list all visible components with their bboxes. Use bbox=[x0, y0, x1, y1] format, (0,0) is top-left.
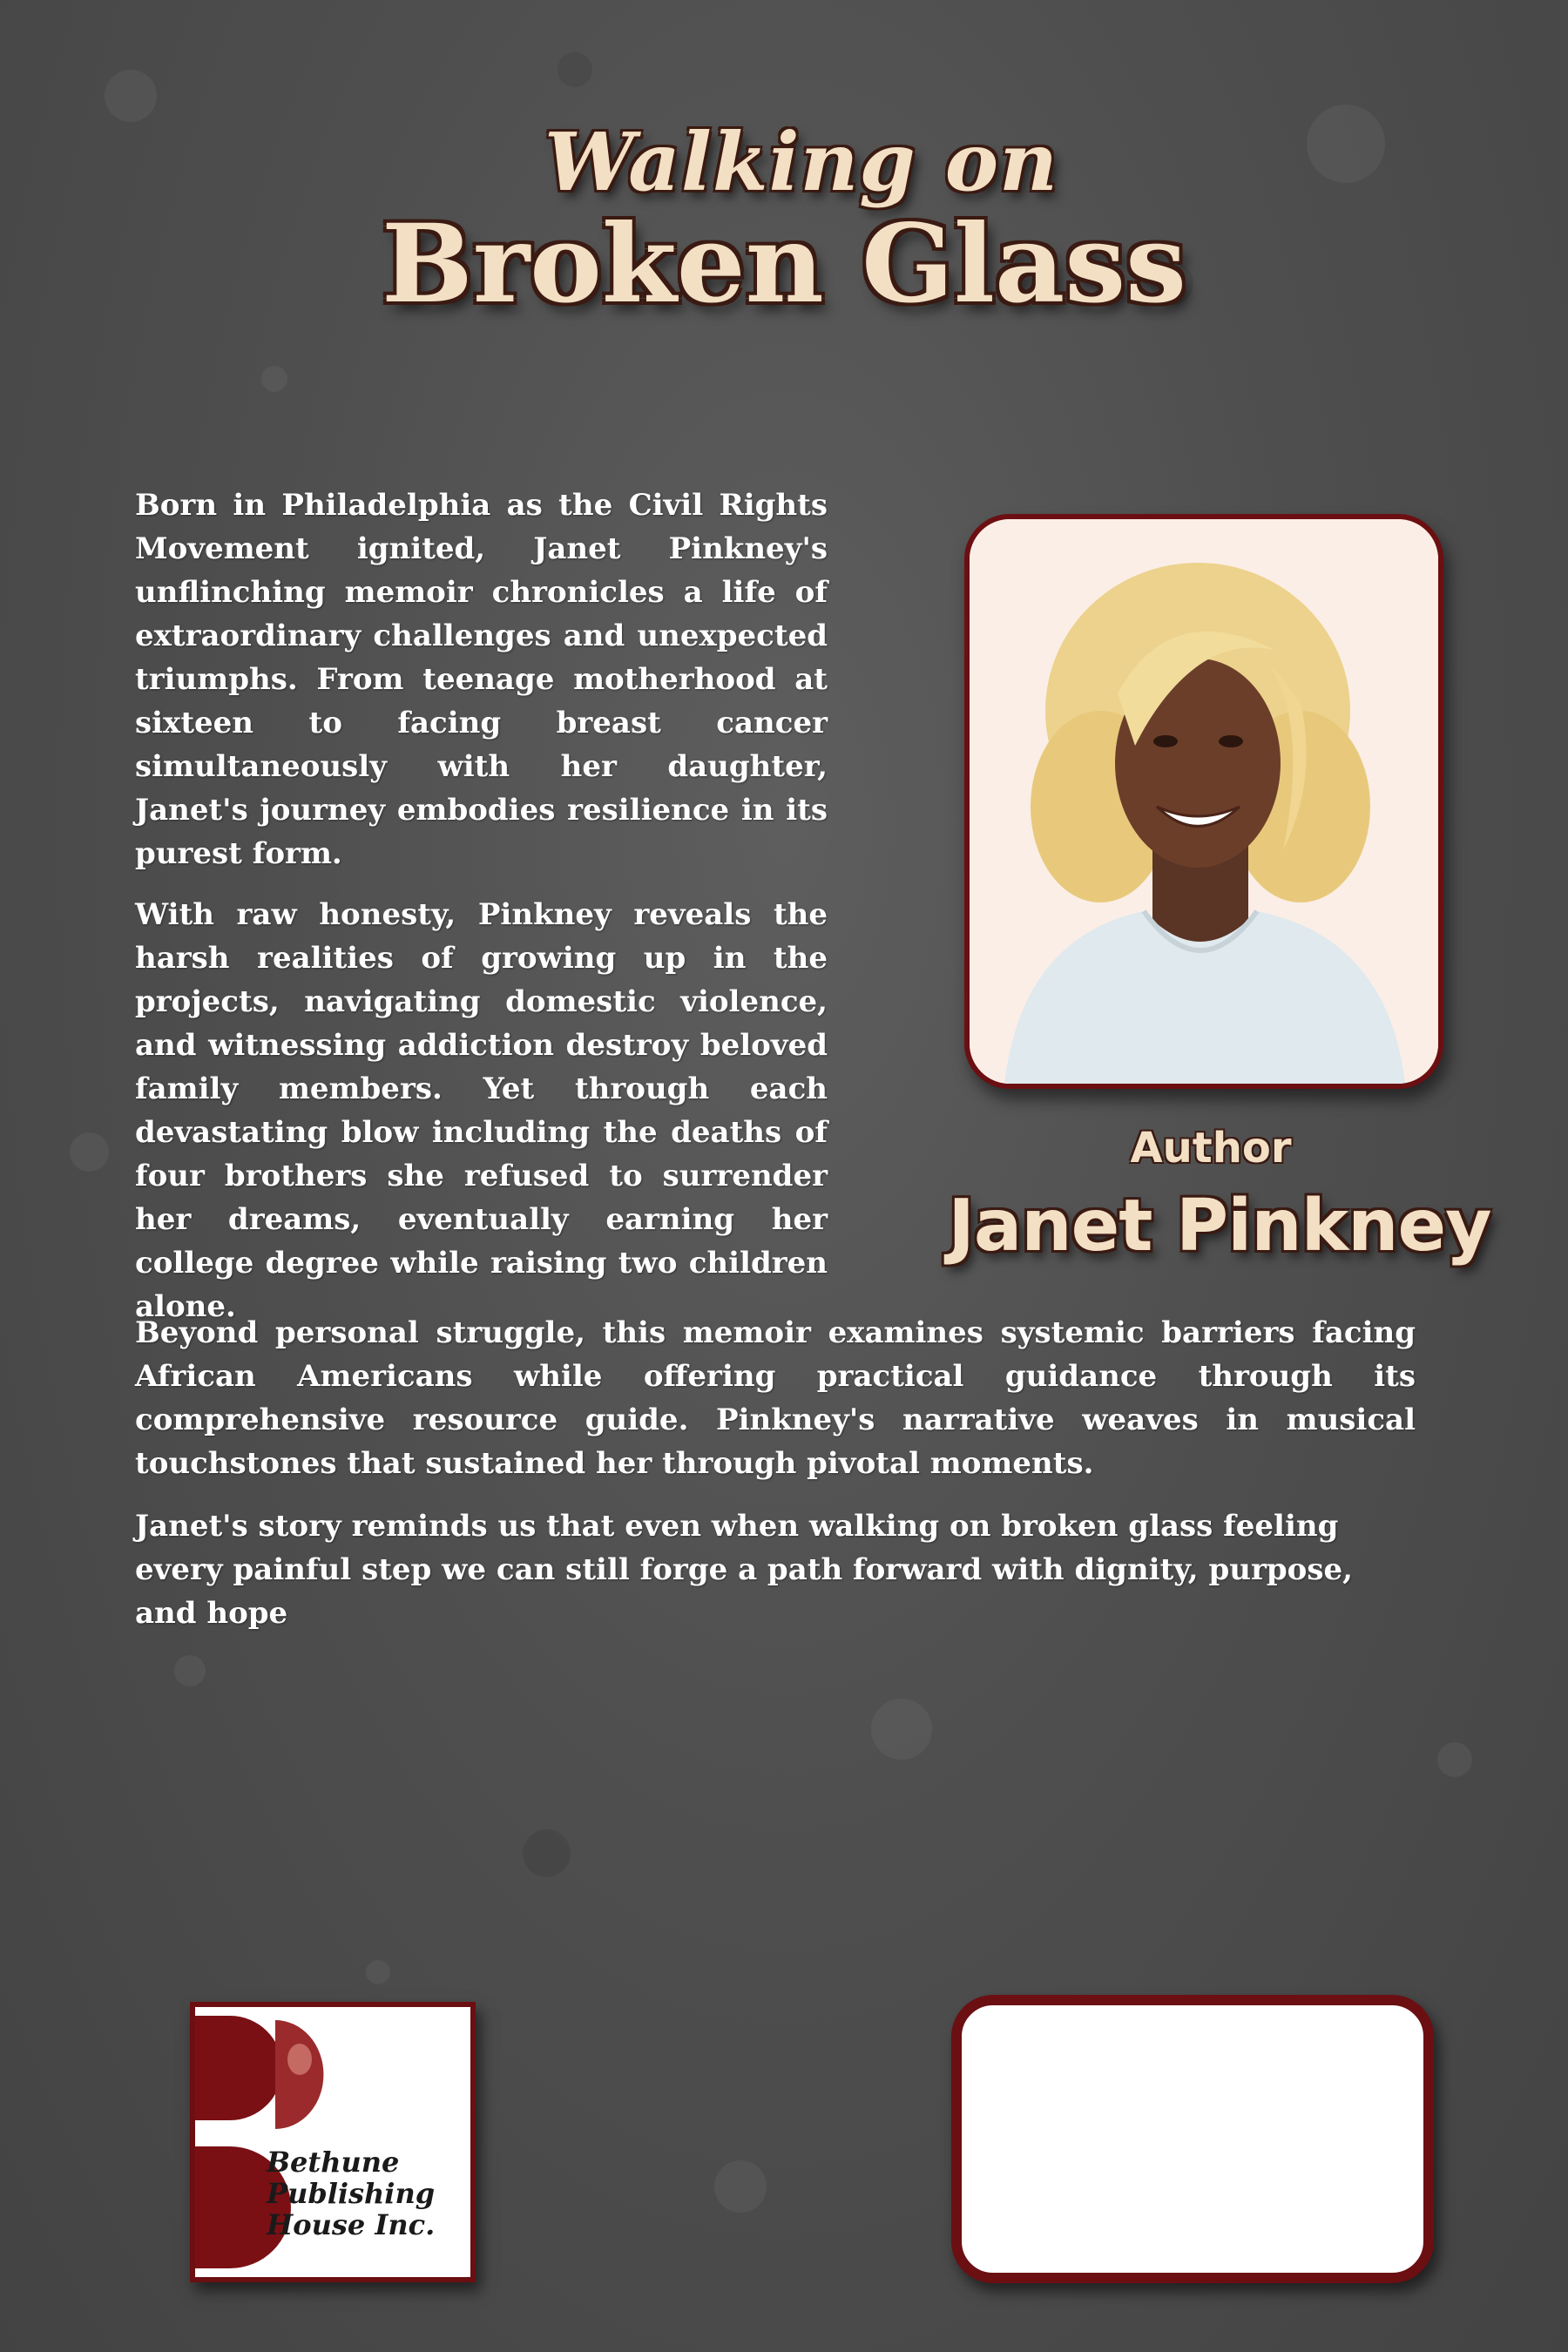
author-portrait-illustration bbox=[970, 519, 1438, 1084]
description-paragraph-1: Born in Philadelphia as the Civil Rights Movement ignited, Janet Pinkney's unflinching memoir chronicles a life of extraordinary challenges and unexpected triumphs. From teenage motherhood at sixteen to facing breast cancer simultaneously with her daughter, Janet's journey embodies resilience in its purest form. bbox=[135, 488, 828, 871]
author-label: Author bbox=[1130, 1124, 1292, 1173]
description-paragraph-3: Beyond personal struggle, this memoir examines systemic barriers facing African Americans while offering practical guidance through its comprehensive resource guide. Pinkney's narrative weaves in musical touchstones that sustained her through pivotal moments. bbox=[135, 1315, 1416, 1481]
publisher-name bbox=[267, 2146, 467, 2240]
title-script-line: Walking on bbox=[544, 115, 1059, 209]
publisher-name-line-3: House Inc. bbox=[267, 2208, 436, 2241]
barcode-placeholder bbox=[951, 1995, 1434, 2283]
description-paragraph-2: With raw honesty, Pinkney reveals the harsh realities of growing up in the projects, navigating domestic violence, and witnessing addiction destroy beloved family members. Yet through each devastating blow including the deaths of four brothers she refused to surrender her dreams, eventually earning her college degree while raising two children alone. bbox=[135, 897, 828, 1324]
description-paragraph-4: Janet's story reminds us that even when walking on broken glass feeling every painful step we can still forge a path forward with dignity, purpose, and hope bbox=[135, 1509, 1353, 1631]
publisher-name-line-1: Bethune bbox=[267, 2146, 400, 2179]
publisher-logo bbox=[190, 2002, 476, 2282]
book-title bbox=[0, 115, 1568, 328]
author-photo bbox=[964, 514, 1443, 1089]
title-main-line: Broken Glass bbox=[382, 201, 1186, 328]
author-name: Janet Pinkney bbox=[948, 1185, 1491, 1267]
publisher-name-line-2: Publishing bbox=[267, 2177, 436, 2210]
